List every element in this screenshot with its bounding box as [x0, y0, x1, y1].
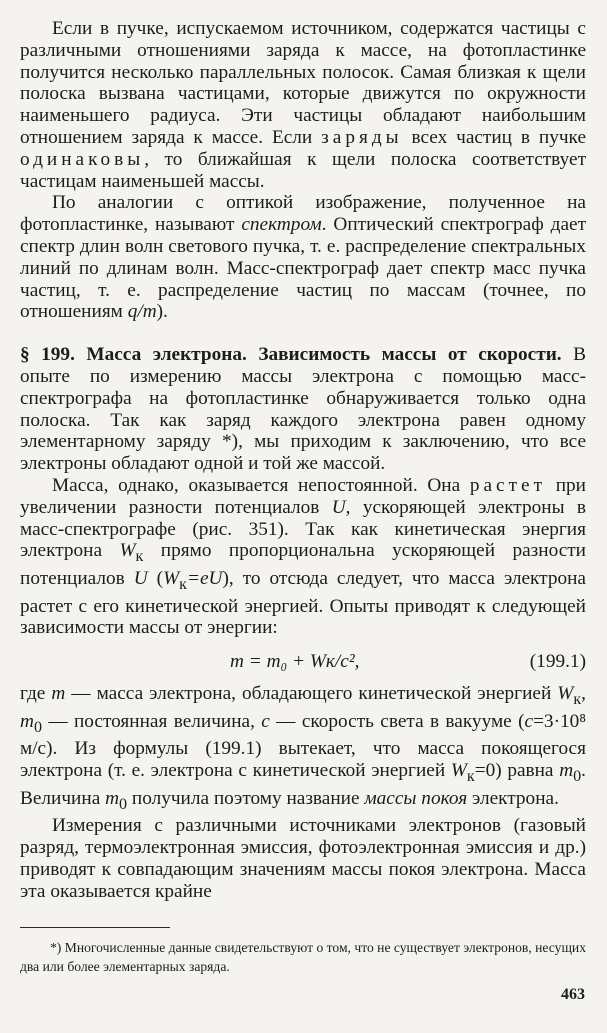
text-run: . Оптический спектрограф дает спектр длин волн светового пучка, т. е. распределение спектральных линий по длинам волн. Масс-спектрограф дает спектр масс пучка частиц, т. е. распределение частиц по массам (точнее, по отношениям: [20, 214, 586, 323]
text-run: По аналогии с оптикой изображение, полученное на фотопластинке, называют: [20, 192, 586, 236]
subscript: к: [573, 690, 582, 708]
text-run: (: [147, 567, 164, 589]
page-number: 463: [561, 986, 585, 1003]
italic-symbol: m: [105, 787, 120, 809]
text-run: ).: [156, 301, 168, 323]
subscript: к: [179, 575, 187, 593]
subscript: к: [135, 548, 144, 566]
paragraph-1: [20, 18, 586, 192]
text-run: , ускоряющей электроны в масс-спектрографе (рис. 351). Так как кинетическая энергия электрона: [20, 496, 586, 562]
subscript: 0: [33, 718, 42, 736]
section-heading: § 199. Масса электрона. Зависимость массы от скорости.: [20, 344, 562, 366]
text-run: — постоянная величина,: [41, 710, 262, 732]
text-run: при увеличении разности потенциалов: [20, 474, 586, 518]
italic-symbol: =eU: [186, 567, 223, 589]
footnote-divider: [20, 927, 170, 928]
paragraph-4: [20, 475, 586, 639]
text-run: Масса, однако, оказывается непостоянной. Она: [52, 474, 470, 496]
text-run: ,: [581, 683, 586, 705]
italic-symbol: W: [557, 683, 574, 705]
italic-symbol: m: [51, 683, 66, 705]
formula-expression: m = m₀ + Wк/c²,: [230, 651, 360, 673]
italic-term: спектром: [241, 214, 322, 236]
spaced-word: растет: [469, 474, 547, 496]
paragraph-2: [20, 192, 586, 323]
text-run: — скорость света в вакууме (: [269, 710, 525, 732]
italic-term: q/m: [127, 301, 157, 323]
italic-symbol: m: [559, 760, 574, 782]
text-run: прямо пропорциональна ускоряющей разности потенциалов: [20, 540, 586, 589]
main-text: [20, 18, 586, 903]
italic-symbol: U: [133, 567, 148, 589]
text-run: где: [20, 683, 52, 705]
italic-symbol: W: [163, 567, 180, 589]
formula-199-1: [20, 651, 586, 673]
italic-symbol: c: [524, 710, 534, 732]
text-run: =0) равна: [474, 760, 560, 782]
italic-term: массы покоя: [364, 787, 468, 809]
italic-symbol: W: [119, 540, 136, 562]
text-run: ), то отсюда следует, что масса электрона растет с его кинетической энергией. Опыты приводят к следующей зависимости массы от энергии:: [20, 567, 586, 639]
formula-number: (199.1): [529, 651, 586, 673]
text-run: , то ближайшая к щели полоска соответствует частицам наименьшей массы.: [20, 148, 586, 192]
text-run: электрона.: [467, 787, 559, 809]
text-run: Если в пучке, испускаемом источником, содержатся частицы с различными отношениями заряда к массе, на фотопластинке получится несколько параллельных полосок. Самая близкая к щели полоска вызвана частицами, которые движутся по окружности наименьшего радиуса. Эти частицы обладают наибольшим отношением заряда к массе. Если: [20, 18, 586, 148]
spaced-word: одинаковы: [20, 148, 145, 170]
spaced-word: заряды: [321, 126, 403, 148]
text-run: всех частиц в пучке: [402, 126, 587, 148]
text-run: =3·10⁸ м/с). Из формулы (199.1) вытекает, что масса покоящегося электрона (т. е. электрона с кинетической энергией: [20, 710, 587, 782]
text-run: . Величина: [20, 760, 586, 809]
subscript: к: [466, 768, 475, 785]
paragraph-6: Измерения с различными источниками электронов (газовый разряд, термоэлектронная эмиссия, фотоэлектронная эмиссия и др.) приводят к совпадающим значениям массы покоя электрона. Масса эта оказывается крайне: [20, 815, 586, 902]
italic-symbol: c: [261, 710, 270, 732]
subscript: 0: [119, 795, 128, 813]
text-run: В опыте по измерению массы электрона с помощью масс-спектрографа на фотопластинке обнаруживается только одна полоска. Так как заряд каждого электрона равен одному элементарному заряду *), мы приходим к заключению, что все электроны обладают одной и той же массой.: [20, 344, 586, 475]
text-run: — масса электрона, обладающего кинетической энергией: [65, 683, 558, 705]
footnote: *) Многочисленные данные свидетельствуют о том, что не существует электронов, несущих два или более элементарных заряда.: [20, 940, 586, 974]
italic-symbol: U: [331, 496, 346, 518]
paragraph-5: [20, 683, 586, 815]
subscript: 0: [573, 768, 582, 785]
section-paragraph: [20, 344, 586, 475]
text-run: получила поэтому название: [127, 787, 365, 809]
italic-symbol: m: [20, 710, 34, 732]
italic-symbol: W: [450, 760, 467, 782]
